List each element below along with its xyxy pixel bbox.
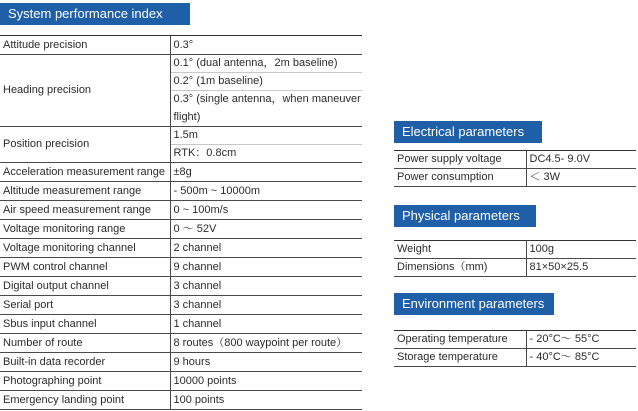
row-label: Power supply voltage [394, 151, 526, 169]
table-row [0, 353, 362, 372]
row-label: Altitude measurement range [0, 182, 170, 201]
table-row [394, 151, 636, 169]
row-label: Sbus input channel [0, 315, 170, 334]
row-label: Digital output channel [0, 277, 170, 296]
table-row [0, 315, 362, 334]
row-label: Storage temperature [394, 349, 526, 367]
table-row [394, 241, 636, 259]
table-row [394, 169, 636, 187]
electrical-parameters-title: Electrical parameters [402, 124, 525, 139]
row-label: Serial port [0, 296, 170, 315]
table-row [0, 258, 362, 277]
row-label: Air speed measurement range [0, 201, 170, 220]
row-value: RTK：0.8cm [170, 145, 362, 163]
row-label: Dimensions（mm) [394, 259, 526, 277]
table-row [0, 201, 362, 220]
table-row [0, 220, 362, 239]
environment-parameters-title: Environment parameters [402, 296, 545, 311]
row-value: 3 channel [170, 277, 362, 296]
row-value: 2 channel [170, 239, 362, 258]
row-value: 1.5m [170, 127, 362, 145]
row-label: Position precision [0, 127, 170, 163]
row-label: Number of route [0, 334, 170, 353]
row-value: flight) [170, 109, 362, 127]
row-value: - 500m ~ 10000m [170, 182, 362, 201]
table-row [394, 349, 636, 367]
row-value: 0.1° (dual antenna，2m baseline) [170, 55, 362, 73]
row-label: Acceleration measurement range [0, 163, 170, 182]
row-value: 9 channel [170, 258, 362, 277]
row-label: Power consumption [394, 169, 526, 187]
table-row [0, 334, 362, 353]
physical-parameters-header [394, 205, 536, 227]
table-row [0, 296, 362, 315]
table-row [0, 182, 362, 201]
row-value: 10000 points [170, 372, 362, 391]
row-value: 81×50×25.5 [526, 259, 636, 277]
row-value: 0 ~ 100m/s [170, 201, 362, 220]
table-row [0, 163, 362, 182]
row-value: 100 points [170, 391, 362, 410]
row-value: ±8g [170, 163, 362, 182]
row-label: PWM control channel [0, 258, 170, 277]
row-label: Built-in data recorder [0, 353, 170, 372]
row-value: 1 channel [170, 315, 362, 334]
electrical-parameters-table [394, 150, 636, 187]
row-value: 100g [526, 241, 636, 259]
table-row [0, 372, 362, 391]
row-label: Attitude precision [0, 36, 170, 55]
system-performance-table [0, 35, 362, 410]
row-label: Heading precision [0, 55, 170, 127]
row-value: 3 channel [170, 296, 362, 315]
row-value: 0.3° [170, 36, 362, 55]
physical-parameters-title: Physical parameters [402, 208, 520, 223]
row-label: Voltage monitoring range [0, 220, 170, 239]
row-label: Operating temperature [394, 331, 526, 349]
environment-parameters-table [394, 330, 636, 367]
row-value: ＜ 3W [526, 169, 636, 187]
row-value: - 20°C～ 55°C [526, 331, 636, 349]
row-label: Weight [394, 241, 526, 259]
row-value: 8 routes（800 waypoint per route） [170, 334, 362, 353]
table-row [0, 36, 362, 55]
electrical-parameters-header [394, 121, 542, 143]
table-row [394, 331, 636, 349]
row-value: 0.3° (single antenna，when maneuver [173, 93, 361, 106]
table-row [0, 277, 362, 296]
system-performance-title: System performance index [8, 6, 163, 21]
table-row [394, 259, 636, 277]
table-row [0, 55, 362, 73]
row-label: Emergency landing point [0, 391, 170, 410]
table-row [0, 391, 362, 410]
table-row [0, 127, 362, 145]
row-value: DC4.5- 9.0V [526, 151, 636, 169]
row-value: - 40°C～ 85°C [526, 349, 636, 367]
row-value: 0.2° (1m baseline) [170, 73, 362, 91]
environment-parameters-header [394, 293, 554, 315]
row-value: 9 hours [170, 353, 362, 372]
row-label: Photographing point [0, 372, 170, 391]
table-row [0, 239, 362, 258]
physical-parameters-table [394, 240, 636, 277]
row-label: Voltage monitoring channel [0, 239, 170, 258]
system-performance-header [0, 3, 190, 25]
row-value: 0 ～ 52V [170, 220, 362, 239]
